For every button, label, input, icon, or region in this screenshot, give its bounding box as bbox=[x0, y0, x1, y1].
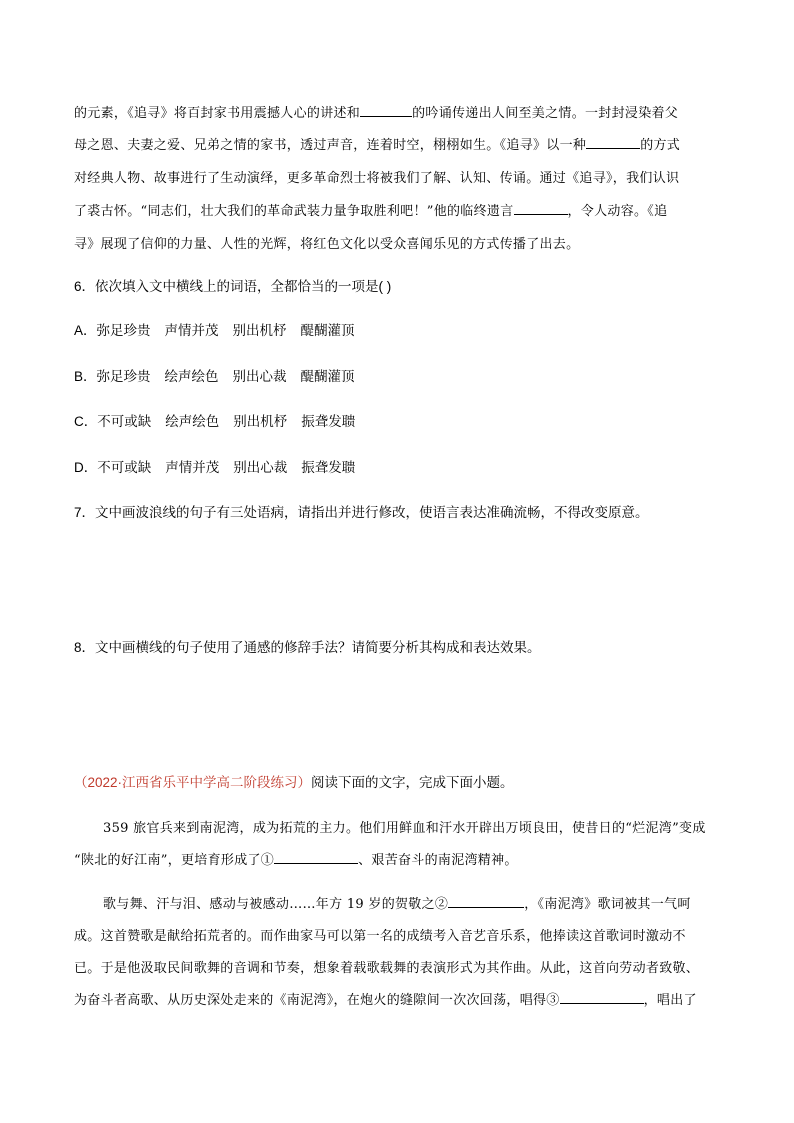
passage2-line-3: 歌与舞、汗与泪、感动与被感动……年方 19 岁的贺敬之② ，《南泥湾》歌词被其一气呵 bbox=[103, 897, 691, 912]
fill-blank bbox=[448, 895, 524, 908]
instruction: 阅读下面的文字，完成下面小题。 bbox=[311, 775, 514, 790]
fill-blank bbox=[560, 991, 644, 1004]
option-b[interactable]: B．弥足珍贵 绘声绘色 别出心裁 醍醐灌顶 bbox=[74, 369, 355, 384]
passage1-line-4: 了裘古怀。“同志们，壮大我们的革命武装力量争取胜利吧！”他的临终遗言 ，令人动容。《追 bbox=[74, 204, 668, 219]
source-tag: （2022·江西省乐平中学高二阶段练习） bbox=[74, 775, 312, 790]
fill-blank bbox=[274, 851, 358, 864]
passage2-line-1: 359 旅官兵来到南泥湾，成为拓荒的主力。他们用鲜血和汗水开辟出万顷良田，使昔日的“烂泥湾”变成 bbox=[103, 821, 706, 836]
passage1-line-2: 母之恩、夫妻之爱、兄弟之情的家书，透过声音，连着时空，栩栩如生。《追寻》以一种 的方式 bbox=[74, 138, 681, 153]
fill-blank bbox=[360, 104, 412, 117]
option-a[interactable]: A．弥足珍贵 声情并茂 别出机杼 醍醐灌顶 bbox=[74, 323, 355, 338]
option-c[interactable]: C．不可或缺 绘声绘色 别出机杼 振聋发聩 bbox=[74, 414, 356, 429]
option-d[interactable]: D．不可或缺 声情并茂 别出心裁 振聋发聩 bbox=[74, 460, 356, 475]
passage2-line-4: 成。这首赞歌是献给拓荒者的。而作曲家马可以第一名的成绩考入音艺音乐系，他捧读这首歌词时激动不 bbox=[74, 929, 686, 944]
question-8: 8．文中画横线的句子使用了通感的修辞手法？请简要分析其构成和表达效果。 bbox=[74, 640, 541, 655]
passage2-line-2: “陕北的好江南”，更培育形成了① 、艰苦奋斗的南泥湾精神。 bbox=[74, 853, 518, 868]
passage2-line-6: 为奋斗者高歌、从历史深处走来的《南泥湾》，在炮火的缝隙间一次次回荡，唱得③ ，唱出了 bbox=[74, 993, 697, 1008]
passage2-line-5: 已。于是他汲取民间歌舞的音调和节奏，想象着载歌载舞的表演形式为其作曲。从此，这首向劳动者致敬、 bbox=[74, 961, 700, 976]
question-6-stem: 6．依次填入文中横线上的词语，全都恰当的一项是( ) bbox=[74, 279, 392, 294]
section-header bbox=[74, 771, 514, 791]
passage1-line-3: 对经典人物、故事进行了生动演绎，更多革命烈士将被我们了解、认知、传诵。通过《追寻》，我们认识 bbox=[74, 171, 680, 186]
fill-blank bbox=[586, 136, 640, 149]
passage1-line-5: 寻》展现了信仰的力量、人性的光辉，将红色文化以受众喜闻乐见的方式传播了出去。 bbox=[74, 237, 580, 252]
fill-blank bbox=[514, 202, 568, 215]
passage1-line-1: 的元素，《追寻》将百封家书用震撼人心的讲述和 的吟诵传递出人间至美之情。一封封浸染着父 bbox=[74, 106, 679, 121]
question-7: 7．文中画波浪线的句子有三处语病，请指出并进行修改，使语言表达准确流畅，不得改变原意。 bbox=[74, 505, 649, 520]
